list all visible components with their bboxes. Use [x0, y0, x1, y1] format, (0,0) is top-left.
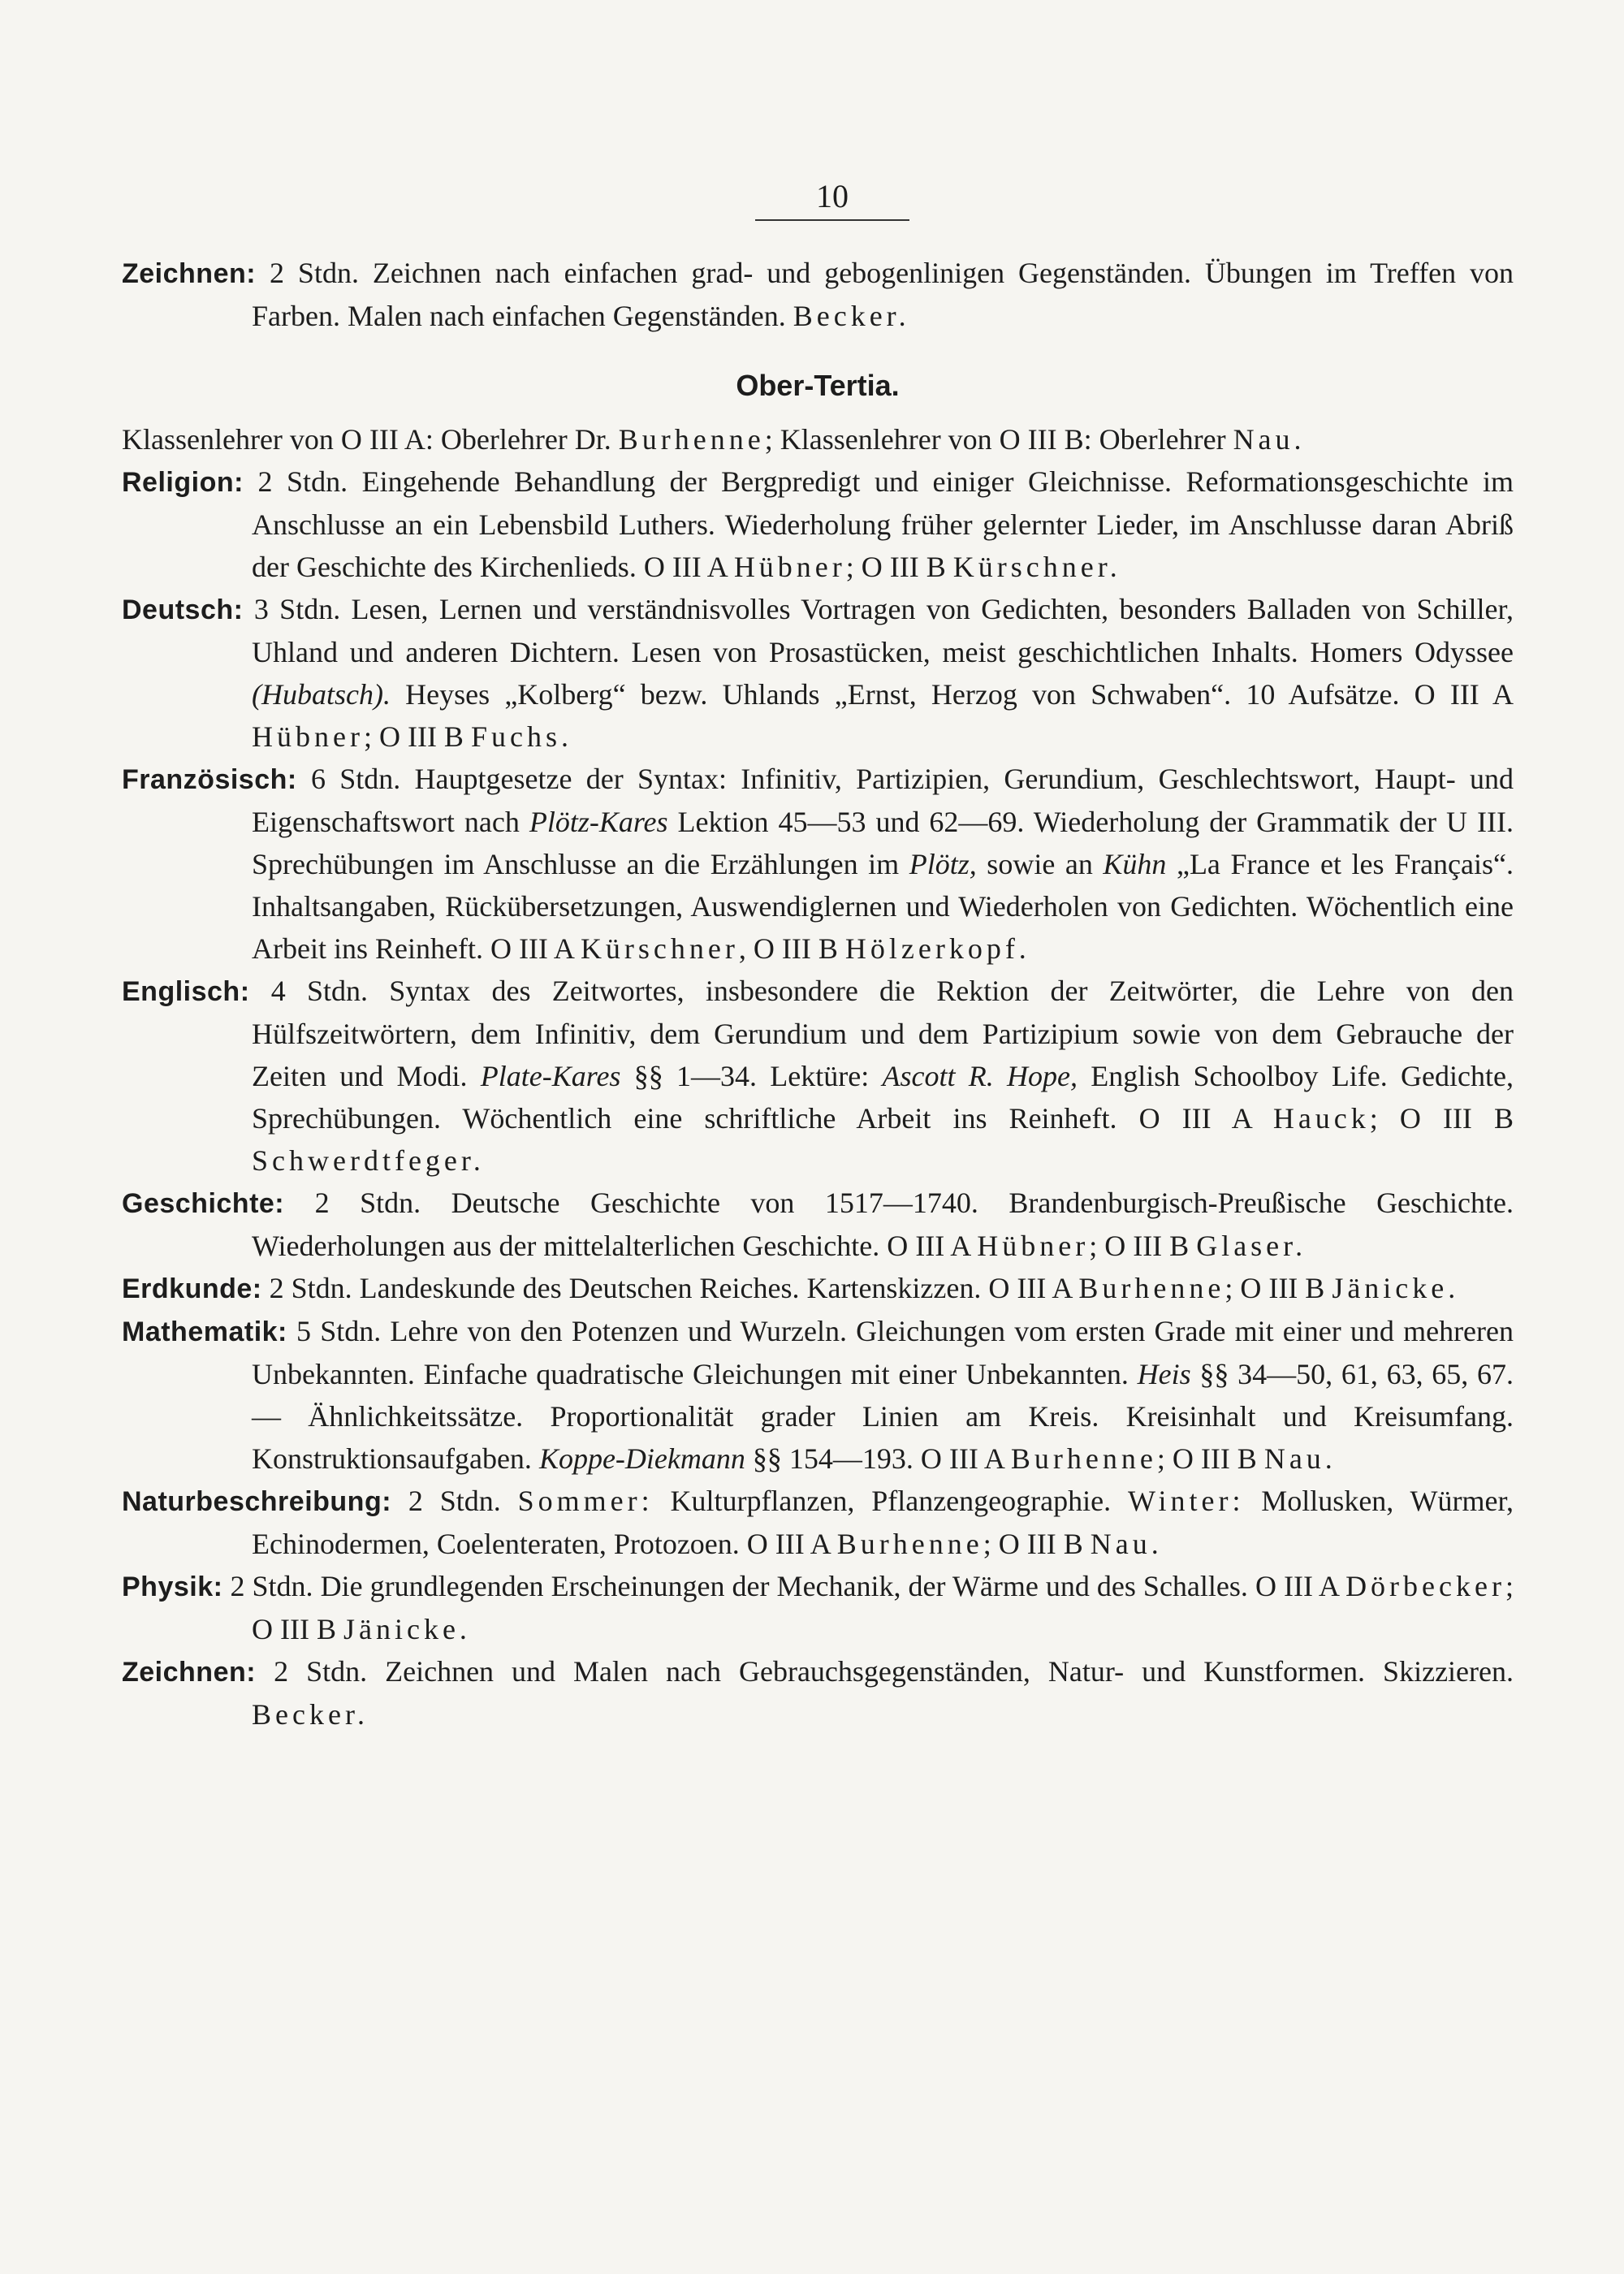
entry-teacher: Hübner	[733, 551, 846, 583]
entry-season: Winter:	[1127, 1485, 1245, 1517]
entry-teacher: Kürschner	[580, 932, 739, 965]
entry-teacher: Fuchs.	[470, 720, 572, 753]
entry-text: §§ 154—193. O III A	[745, 1442, 1011, 1475]
entry-subject: Geschichte:	[122, 1188, 285, 1219]
entry-italic: Plötz-Kares	[529, 806, 668, 838]
entry-teacher: Dörbecker	[1345, 1570, 1505, 1602]
entry-teacher: Schwerdtfeger.	[252, 1144, 485, 1177]
entry-italic: Plate-Kares	[480, 1060, 621, 1092]
entry-text: sowie an	[976, 848, 1104, 880]
entry-englisch	[122, 970, 1514, 1182]
entry-text: ; O III B	[363, 720, 471, 753]
entry-text: 2 Stdn. Zeichnen und Malen nach Gebrauchsgegenständen, Natur- und Kunstformen. Skizzieren.	[256, 1655, 1514, 1688]
entry-mathematik	[122, 1310, 1514, 1480]
entry-text: Lektion 45—53 und 62—69. Wiederholung der Grammatik der U III. Sprechübungen im Anschlusse an die Erzählungen im	[252, 806, 1514, 880]
klassenlehrer-line	[122, 418, 1514, 460]
entry-teacher: Nau.	[1090, 1528, 1163, 1560]
entry-italic: Ascott R. Hope,	[882, 1060, 1078, 1092]
page-number: 10	[816, 178, 849, 214]
entry-subject: Englisch:	[122, 976, 250, 1007]
entry-physik	[122, 1565, 1514, 1650]
entry-text: Mollusken, Würmer, Echinodermen, Coelenteraten, Protozoen. O III A	[252, 1485, 1514, 1560]
entry-text: §§ 34—50, 61, 63, 65, 67. — Ähnlichkeitssätze. Proportionalität grader Linien am Kreis. Kreisinhalt und Kreisumfang. Konstruktionsaufgaben.	[252, 1358, 1514, 1475]
entry-text: 3 Stdn. Lesen, Lernen und verständnisvolles Vortragen von Gedichten, besonders Balladen von Schiller, Uhland und anderen Dichtern. Lesen von Prosastücken, meist geschichtlichen Inhalts. Homers Odyssee	[243, 593, 1514, 668]
entry-subject: Religion:	[122, 467, 244, 498]
entry-teacher: Hübner	[977, 1230, 1090, 1262]
entry-italic: Plötz,	[909, 848, 977, 880]
entry-teacher: Burhenne	[1010, 1442, 1157, 1475]
entry-subject: Zeichnen:	[122, 258, 257, 289]
entry-text: 2 Stdn.	[391, 1485, 518, 1517]
entry-subject: Physik:	[122, 1571, 223, 1602]
entry-subject: Erdkunde:	[122, 1273, 262, 1304]
entry-subject: Mathematik:	[122, 1316, 287, 1347]
klassenlehrer-a-name: Burhenne	[618, 423, 765, 456]
entry-text: 4 Stdn. Syntax des Zeitwortes, insbesondere die Rektion der Zeitwörter, die Lehre von den Hülfszeitwörtern, dem Infinitiv, dem Gerundium und dem Partizipium sowie von dem Gebrauche der Zeiten und Modi.	[249, 975, 1514, 1092]
entry-teacher: Hübner	[252, 720, 364, 753]
entry-teacher: Burhenne	[1078, 1272, 1225, 1304]
entry-text: Heyses „Kolberg“ bezw. Uhlands „Ernst, Herzog von Schwaben“. 10 Aufsätze. O III A	[390, 678, 1514, 711]
entry-religion	[122, 460, 1514, 588]
entry-text: ; O III B	[252, 1570, 1514, 1645]
klassenlehrer-a: Klassenlehrer von O III A: Oberlehrer Dr.	[122, 423, 619, 456]
entry-teacher: Glaser.	[1196, 1230, 1307, 1262]
entry-text: ; O III B	[1156, 1442, 1264, 1475]
entry-teacher: Hauck	[1272, 1102, 1370, 1135]
entry-text: , O III B	[738, 932, 845, 965]
entry-text: ; O III B	[983, 1528, 1091, 1560]
entry-text: 2 Stdn. Landeskunde des Deutschen Reiches. Kartenskizzen. O III A	[261, 1272, 1079, 1304]
entry-subject: Zeichnen:	[122, 1657, 257, 1688]
entry-italic: Koppe-Diekmann	[538, 1442, 745, 1475]
entry-text: 2 Stdn. Eingehende Behandlung der Bergpredigt und einiger Gleichnisse. Reformationsgeschichte im Anschlusse an ein Lebensbild Luthers. Wiederholung früher gelernter Lieder, im Anschlusse daran Abriß der Geschichte des Kirchenlieds. O III A	[243, 465, 1514, 583]
entry-teacher: Kürschner.	[952, 551, 1121, 583]
entry-text: „La France et les Français“. Inhaltsangaben, Rückübersetzungen, Auswendiglernen und Wiederholen von Gedichten. Wöchentlich eine Arbeit ins Reinheft. O III A	[252, 848, 1514, 965]
entry-italic: Heis	[1137, 1358, 1191, 1390]
section-title: Ober-Tertia.	[736, 369, 900, 402]
page-content	[122, 252, 1514, 1736]
entry-text: ; O III B	[1369, 1102, 1514, 1135]
entry-deutsch	[122, 588, 1514, 758]
entry-season: Sommer:	[517, 1485, 654, 1517]
klassenlehrer-b: ; Klassenlehrer von O III B: Oberlehrer	[764, 423, 1233, 456]
entry-geschichte	[122, 1182, 1514, 1267]
entry-teacher: Becker.	[252, 1698, 369, 1731]
page-number-rule	[755, 219, 909, 221]
entry-zeichnen-top	[122, 252, 1514, 337]
entry-text: ; O III B	[845, 551, 953, 583]
entry-italic: (Hubatsch).	[252, 678, 391, 711]
entry-text: §§ 1—34. Lektüre:	[620, 1060, 883, 1092]
entry-text: ; O III B	[1089, 1230, 1197, 1262]
entry-teacher: Jänicke.	[343, 1613, 471, 1645]
entry-text: 2 Stdn. Zeichnen nach einfachen grad- und gebogenlinigen Gegenständen. Übungen im Treffen von Farben. Malen nach einfachen Gegenständen.	[252, 257, 1514, 332]
entry-subject: Französisch:	[122, 764, 297, 795]
entry-teacher: Burhenne	[836, 1528, 983, 1560]
entry-text: English Schoolboy Life. Gedichte, Sprechübungen. Wöchentlich eine schriftliche Arbeit ins Reinheft. O III A	[252, 1060, 1514, 1135]
entry-franzoesisch	[122, 758, 1514, 970]
entry-text: Kulturpflanzen, Pflanzengeographie.	[653, 1485, 1128, 1517]
entry-text: ; O III B	[1224, 1272, 1332, 1304]
entry-subject: Naturbeschreibung:	[122, 1486, 392, 1517]
entry-text: 2 Stdn. Deutsche Geschichte von 1517—1740. Brandenburgisch-Preußische Geschichte. Wiederholungen aus der mittelalterlichen Geschichte. O III A	[252, 1187, 1514, 1262]
entry-text: 5 Stdn. Lehre von den Potenzen und Wurzeln. Gleichungen vom ersten Grade mit einer und mehreren Unbekannten. Einfache quadratische Gleichungen mit einer Unbekannten.	[252, 1315, 1514, 1390]
entry-text: 6 Stdn. Hauptgesetze der Syntax: Infinitiv, Partizipien, Gerundium, Geschlechtswort, Haupt- und Eigenschaftswort nach	[252, 763, 1514, 838]
entry-italic: Kühn	[1103, 848, 1167, 880]
entry-teacher: Hölzerkopf.	[844, 932, 1030, 965]
entry-teacher: Becker.	[793, 300, 910, 332]
entry-zeichnen	[122, 1650, 1514, 1736]
entry-text: 2 Stdn. Die grundlegenden Erscheinungen der Mechanik, der Wärme und des Schalles. O III A	[222, 1570, 1346, 1602]
entry-subject: Deutsch:	[122, 594, 244, 625]
entry-teacher: Nau.	[1263, 1442, 1337, 1475]
entry-naturbeschreibung	[122, 1480, 1514, 1565]
entry-erdkunde	[122, 1267, 1514, 1310]
entry-teacher: Jänicke.	[1332, 1272, 1460, 1304]
klassenlehrer-b-name: Nau.	[1233, 423, 1306, 456]
